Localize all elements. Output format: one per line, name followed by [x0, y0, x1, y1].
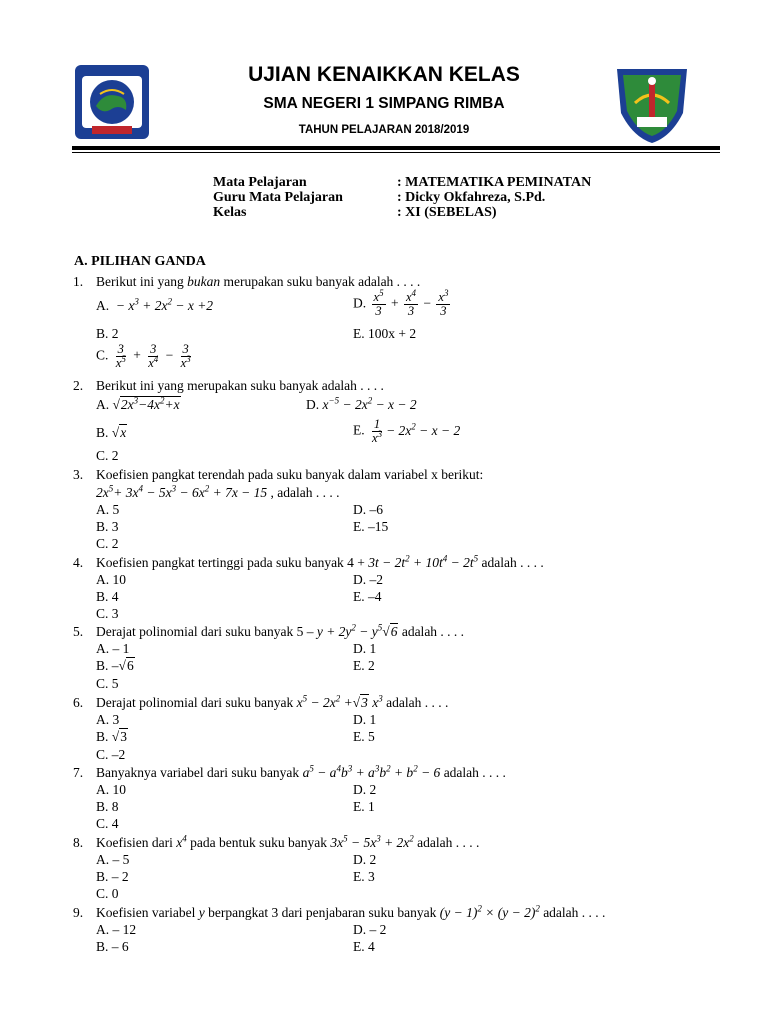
exam-title: UJIAN KENAIKKAN KELAS	[248, 63, 520, 86]
q1-option-e[interactable]: E. 100x + 2	[353, 326, 417, 341]
q8-option-a[interactable]: A. – 5	[96, 852, 130, 867]
q3-option-b[interactable]: B. 3	[96, 519, 119, 534]
q4-option-a[interactable]: A. 10	[96, 572, 126, 587]
question-number: 2.	[73, 378, 84, 393]
question-text: Koefisien dari $x^4$ pada bentuk suku banyak $3x^5 - 5x^3 + 2x^2$ adalah . . . .	[96, 833, 480, 850]
q4-option-d[interactable]: D. –2	[353, 572, 383, 587]
header-divider-thin	[72, 152, 720, 153]
q3-option-c[interactable]: C. 2	[96, 536, 119, 551]
info-value-class: : XI (SEBELAS)	[397, 205, 497, 220]
school-name: SMA NEGERI 1 SIMPANG RIMBA	[263, 95, 505, 112]
q1-option-b[interactable]: B. 2	[96, 326, 119, 341]
q5-option-d[interactable]: D. 1	[353, 641, 377, 656]
q2-option-b[interactable]: B. √x	[96, 425, 127, 440]
q6-option-d[interactable]: D. 1	[353, 712, 377, 727]
q9-option-d[interactable]: D. – 2	[353, 922, 387, 937]
info-label-subject: Mata Pelajaran	[213, 175, 307, 190]
q1-option-a[interactable]: A. − $x^3 + 2x^2 - x +2$	[96, 296, 214, 313]
question-number: 9.	[73, 905, 84, 920]
q5-option-a[interactable]: A. – 1	[96, 641, 130, 656]
q3-option-e[interactable]: E. –15	[353, 519, 389, 534]
q8-option-c[interactable]: C. 0	[96, 886, 119, 901]
question-text: Derajat polinomial dari suku banyak $5 - y + 2y^2 - y^5√6$ adalah . . . .	[96, 622, 465, 639]
q8-option-b[interactable]: B. – 2	[96, 869, 129, 884]
question-text: Berikut ini yang merupakan suku banyak adalah . . . .	[96, 378, 384, 393]
question-text: Derajat polinomial dari suku banyak $x^5 - 2x^2 +√3$ $x^3$ adalah . . . .	[96, 693, 449, 710]
question-number: 8.	[73, 835, 84, 850]
question-number: 4.	[73, 555, 84, 570]
info-value-subject: : MATEMATIKA PEMINATAN	[397, 175, 592, 190]
q6-option-a[interactable]: A. 3	[96, 712, 120, 727]
q7-option-a[interactable]: A. 10	[96, 782, 126, 797]
q4-option-e[interactable]: E. –4	[353, 589, 382, 604]
question-text: Koefisien pangkat terendah pada suku banyak dalam variabel x berikut:	[96, 467, 484, 482]
question-number: 3.	[73, 467, 84, 482]
question-3-expression: $2x^5+ 3x^4 - 5x^3 - 6x^2 + 7x - 15$ , adalah . . . .	[96, 483, 340, 500]
q2-option-d[interactable]: D. $x^{-5} - 2x^2 - x - 2$	[306, 395, 417, 412]
q4-option-b[interactable]: B. 4	[96, 589, 119, 604]
q1-option-d[interactable]: D. $\frac{x^5}{3}$ + $\frac{x^4}{3}$ − $\frac{x^3}{3}$	[353, 287, 449, 318]
q6-option-c[interactable]: C. –2	[96, 747, 126, 762]
question-text: Koefisien pangkat tertinggi pada suku banyak $4 + 3t - 2t^2 + 10t^4 - 2t^5$ adalah . . . .	[96, 553, 544, 570]
academic-year: TAHUN PELAJARAN 2018/2019	[298, 124, 470, 136]
q3-option-d[interactable]: D. –6	[353, 502, 383, 517]
q2-option-c[interactable]: C. 2	[96, 448, 119, 463]
question-number: 5.	[73, 624, 84, 639]
question-text: Koefisien variabel y berpangkat 3 dari penjabaran suku banyak $(y - 1)^2 \times (y - 2)^2$ adalah . . . .	[96, 903, 606, 920]
q6-option-e[interactable]: E. 5	[353, 729, 375, 744]
q2-option-a[interactable]: A. $√2x^3-4x^2+x$	[96, 395, 180, 412]
q1-option-c[interactable]: C. $\frac{3}{x^5}$ + $\frac{3}{x^4}$ − $\frac{3}{x^3}$	[96, 342, 191, 370]
info-label-class: Kelas	[213, 205, 247, 220]
q2-option-e[interactable]: E. $\frac{1}{x^3}$ − $2x^2 - x - 2$	[353, 417, 461, 445]
q7-option-c[interactable]: C. 4	[96, 816, 119, 831]
q5-option-c[interactable]: C. 5	[96, 676, 119, 691]
info-value-teacher: : Dicky Okfahreza, S.Pd.	[397, 190, 546, 205]
q5-option-e[interactable]: E. 2	[353, 658, 375, 673]
q8-option-e[interactable]: E. 3	[353, 869, 375, 884]
q7-option-d[interactable]: D. 2	[353, 782, 377, 797]
question-number: 1.	[73, 274, 84, 289]
q7-option-e[interactable]: E. 1	[353, 799, 375, 814]
q9-option-e[interactable]: E. 4	[353, 939, 375, 954]
question-text: Berikut ini yang bukan merupakan suku banyak adalah . . . .	[96, 274, 421, 289]
question-number: 7.	[73, 765, 84, 780]
header-divider-thick	[72, 146, 720, 150]
q6-option-b[interactable]: B. √3	[96, 729, 127, 744]
q3-option-a[interactable]: A. 5	[96, 502, 120, 517]
question-text: Banyaknya variabel dari suku banyak $a^5 - a^4b^3 + a^3b^2 + b^2 - 6$ adalah . . . .	[96, 763, 506, 780]
section-title: A. PILIHAN GANDA	[74, 254, 206, 269]
q4-option-c[interactable]: C. 3	[96, 606, 119, 621]
q9-option-b[interactable]: B. – 6	[96, 939, 129, 954]
q9-option-a[interactable]: A. – 12	[96, 922, 137, 937]
q7-option-b[interactable]: B. 8	[96, 799, 119, 814]
q8-option-d[interactable]: D. 2	[353, 852, 377, 867]
info-label-teacher: Guru Mata Pelajaran	[213, 190, 343, 205]
q5-option-b[interactable]: B. –√6	[96, 658, 134, 673]
question-number: 6.	[73, 695, 84, 710]
